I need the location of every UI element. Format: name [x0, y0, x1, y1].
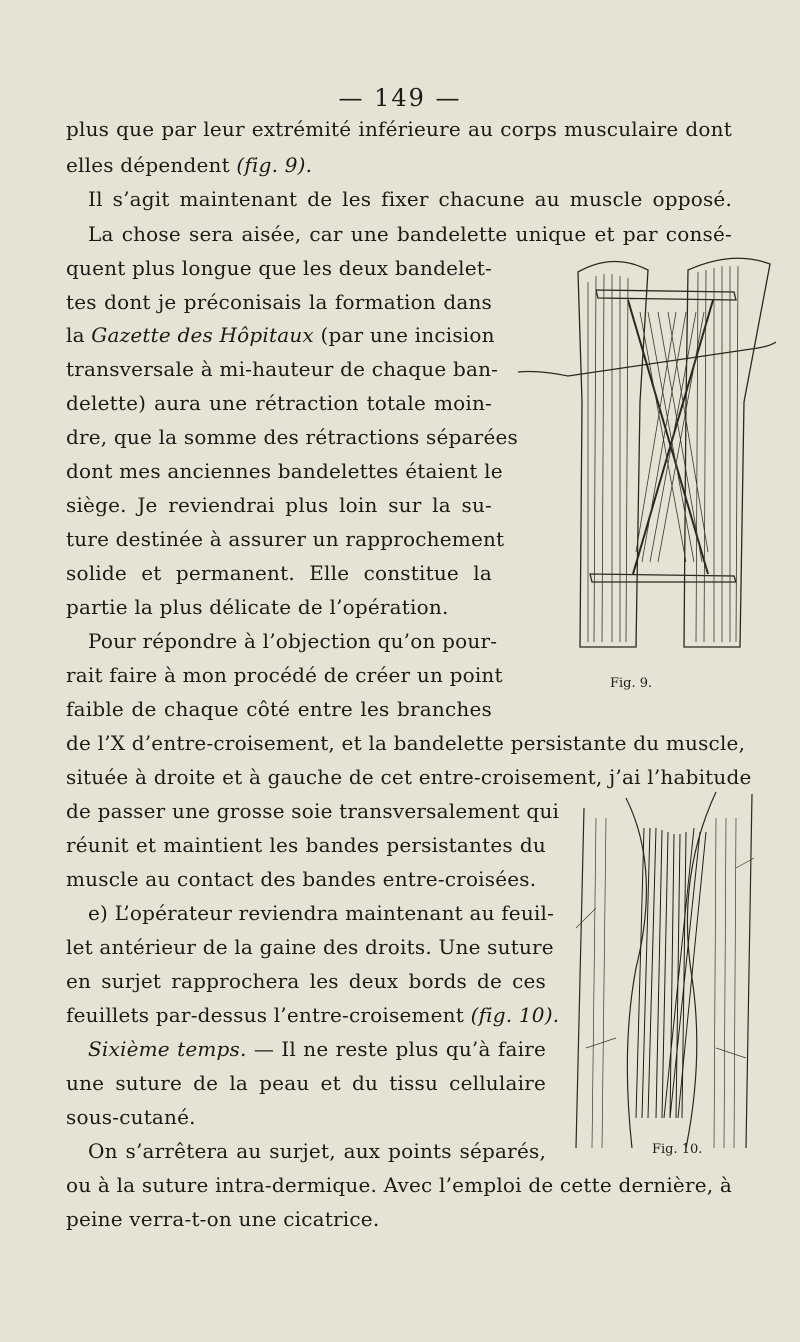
text-line: une suture de la peau et du tissu cellulaire — [66, 1071, 546, 1095]
text-line: e) L’opérateur reviendra maintenant au feuil- — [88, 901, 555, 925]
text-line: de passer une grosse soie transversalement qui — [66, 799, 560, 823]
text-line: en surjet rapprochera les deux bords de ces — [66, 969, 546, 993]
text-line: siège. Je reviendrai plus loin sur la su- — [66, 493, 492, 517]
text-line: feuillets par-dessus l’entre-croisement (fig. 10). — [66, 1003, 560, 1027]
text-line: Sixième temps. — Il ne reste plus qu’à faire — [88, 1037, 547, 1061]
text-line: delette) aura une rétraction totale moin- — [66, 391, 492, 415]
text-line: ou à la suture intra-dermique. Avec l’emploi de cette dernière, à — [66, 1173, 732, 1197]
text-line: peine verra-t-on une cicatrice. — [66, 1207, 380, 1231]
text-line: dont mes anciennes bandelettes étaient le — [66, 459, 503, 483]
page-number: — 149 — — [338, 84, 462, 112]
text-line: Pour répondre à l’objection qu’on pour- — [88, 629, 498, 653]
figure-9-illustration — [508, 252, 776, 652]
text-line: On s’arrêtera au surjet, aux points séparés, — [88, 1139, 546, 1163]
figure-reference: (fig. 10). — [470, 1003, 560, 1027]
text-line: partie la plus délicate de l’opération. — [66, 595, 449, 619]
text-line: let antérieur de la gaine des droits. Une suture — [66, 935, 554, 959]
text-line: ture destinée à assurer un rapprochement — [66, 527, 505, 551]
text-line: solide et permanent. Elle constitue la — [66, 561, 492, 585]
text-line: de l’X d’entre-croisement, et la bandelette persistante du muscle, — [66, 731, 746, 755]
text-line: tes dont je préconisais la formation dans — [66, 290, 492, 314]
figure-reference: (fig. 9). — [236, 153, 313, 177]
text-line: faible de chaque côté entre les branches — [66, 697, 492, 721]
figure-10-illustration — [566, 788, 756, 1158]
figure-10-caption: Fig. 10. — [652, 1142, 703, 1157]
text-line: la Gazette des Hôpitaux (par une incision — [66, 323, 495, 347]
text-line: rait faire à mon procédé de créer un point — [66, 663, 503, 687]
text-line: muscle au contact des bandes entre-croisées. — [66, 867, 537, 891]
text-line: sous-cutané. — [66, 1105, 196, 1129]
text-line: transversale à mi-hauteur de chaque ban- — [66, 357, 499, 381]
text-line: Il s’agit maintenant de les fixer chacune au muscle opposé. — [88, 187, 732, 211]
figure-9-caption: Fig. 9. — [610, 676, 653, 691]
text-line: dre, que la somme des rétractions séparées — [66, 425, 518, 449]
section-heading: Sixième temps. — [88, 1037, 247, 1061]
text-line: elles dépendent (fig. 9). — [66, 153, 313, 177]
text-line: plus que par leur extrémité inférieure au corps musculaire dont — [66, 117, 732, 141]
text-line: située à droite et à gauche de cet entre-croisement, j’ai l’habitude — [66, 765, 752, 789]
text-line: réunit et maintient les bandes persistantes du — [66, 833, 546, 857]
journal-title: Gazette des Hôpitaux — [91, 323, 314, 347]
text-line: La chose sera aisée, car une bandelette unique et par consé- — [88, 222, 732, 246]
text-line: quent plus longue que les deux bandelet- — [66, 256, 492, 280]
